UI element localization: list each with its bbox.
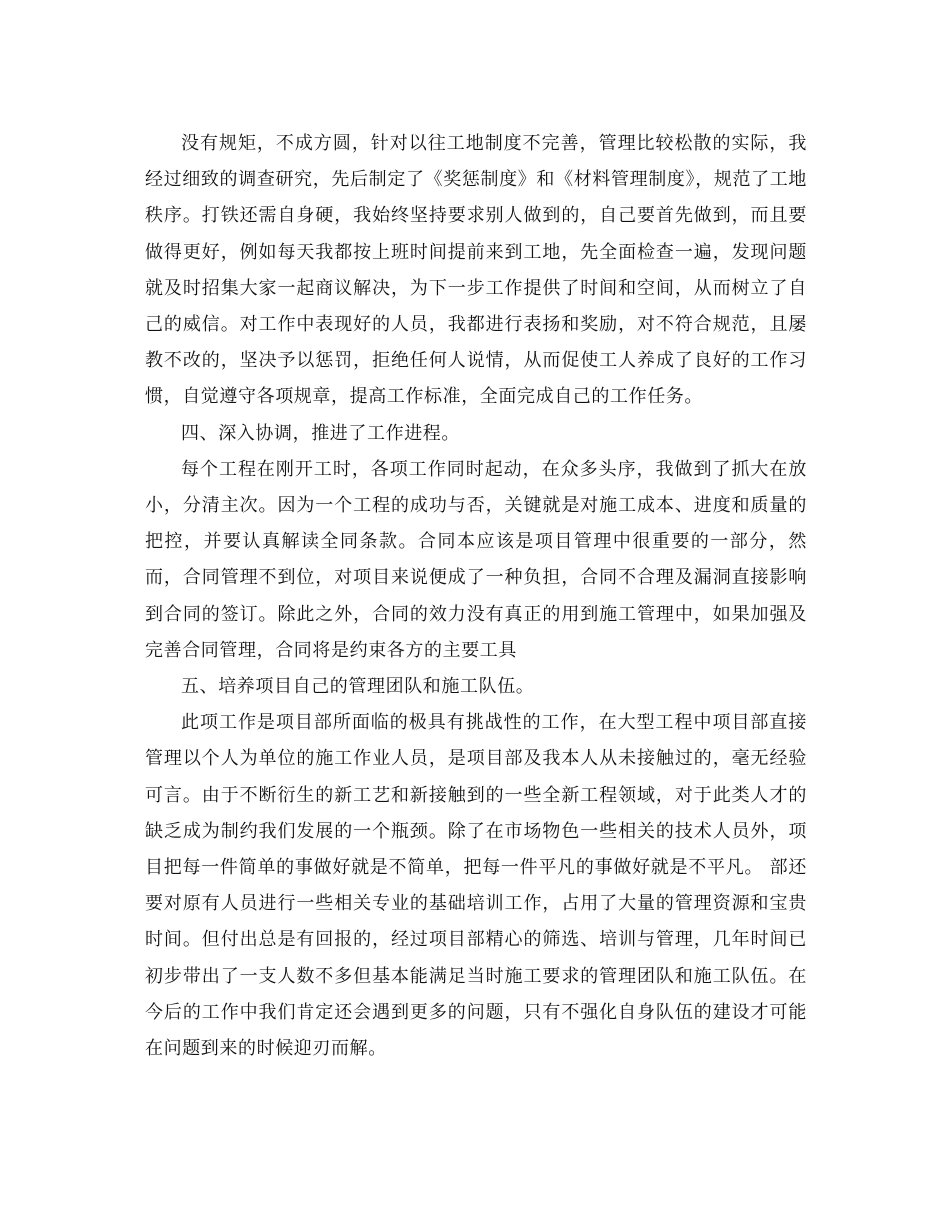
document-body — [145, 126, 807, 1067]
paragraph-team-building: 此项工作是项目部所面临的极具有挑战性的工作，在大型工程中项目部直接管理以个人为单位的施工作业人员，是项目部及我本人从未接触过的，毫无经验可言。由于不断衍生的新工艺和新接触到的一些全新工程领域，对于此类人才的缺乏成为制约我们发展的一个瓶颈。除了在市场物色一些相关的技术人员外，项目把每一件简单的事做好就是不简单，把每一件平凡的事做好就是不平凡。 部还要对原有人员进行一些相关专业的基础培训工作，占用了大量的管理资源和宝贵时间。但付出总是有回报的，经过项目部精心的筛选、培训与管理，几年时间已初步带出了一支人数不多但基本能满足当时施工要求的管理团队和施工队伍。在今后的工作中我们肯定还会遇到更多的问题，只有不强化自身队伍的建设才可能在问题到来的时候迎刃而解。 — [145, 712, 807, 1060]
paragraph-coordination: 每个工程在刚开工时，各项工作同时起动，在众多头序，我做到了抓大在放小，分清主次。因为一个工程的成功与否，关键就是对施工成本、进度和质量的把控，并要认真解读全同条款。合同本应该是项目管理中很重要的一部分，然而，合同管理不到位，对项目来说便成了一种负担，合同不合理及漏洞直接影响到合同的签订。除此之外，合同的效力没有真正的用到施工管理中，如果加强及完善合同管理，合同将是约束各方的主要工具 — [145, 458, 807, 661]
section-heading-coordination: 四、深入协调，推进了工作进程。 — [181, 422, 460, 444]
paragraph-rules-and-discipline: 没有规矩，不成方圆，针对以往工地制度不完善，管理比较松散的实际，我经过细致的调查研究，先后制定了《奖惩制度》和《材料管理制度》，规范了工地秩序。打铁还需自身硬，我始终坚持要求别人做到的，自己要首先做到，而且要做得更好，例如每天我都按上班时间提前来到工地，先全面检查一遍，发现问题就及时招集大家一起商议解决，为下一步工作提供了时间和空间，从而树立了自己的威信。对工作中表现好的人员，我都进行表扬和奖励，对不符合规范，且屡教不改的，坚决予以惩罚，拒绝任何人说情，从而促使工人养成了良好的工作习惯，自觉遵守各项规章，提高工作标准，全面完成自己的工作任务。 — [145, 133, 807, 408]
section-heading-team-building: 五、培养项目自己的管理团队和施工队伍。 — [181, 676, 535, 698]
